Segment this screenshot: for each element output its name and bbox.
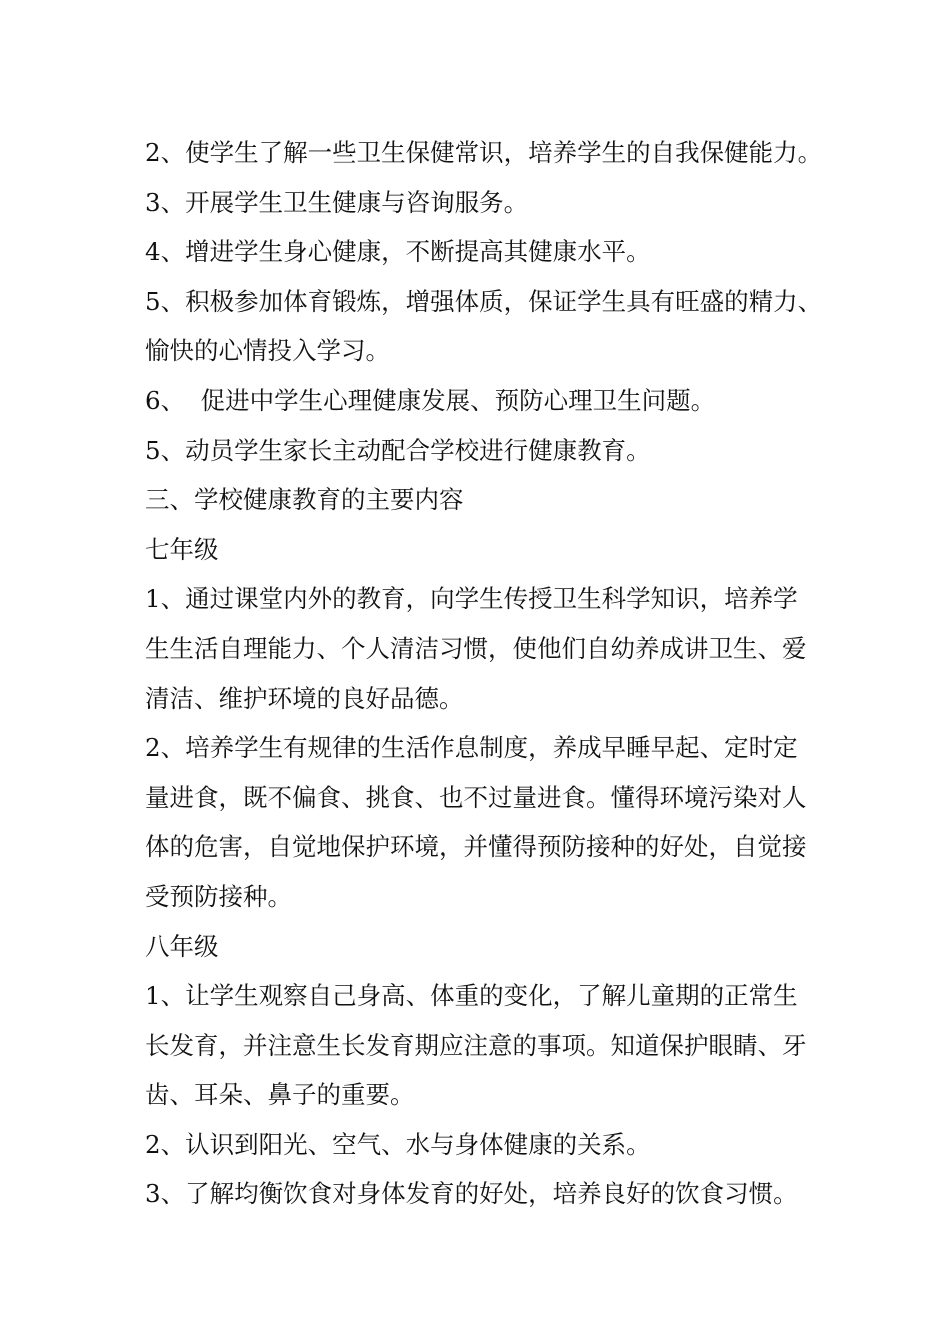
text-line-g8-item2: 2、认识到阳光、空气、水与身体健康的关系。 <box>145 1129 651 1159</box>
text-line-g7-item1-cont1: 生生活自理能力、个人清洁习惯，使他们自幼养成讲卫生、爱 <box>145 633 807 663</box>
text-line-goal-6: 6、 促进中学生心理健康发展、预防心理卫生问题。 <box>145 385 716 415</box>
text-line-goal-2: 2、使学生了解一些卫生保健常识，培养学生的自我保健能力。 <box>145 138 823 167</box>
text-line-g8-item3: 3、了解均衡饮食对身体发育的好处，培养良好的饮食习惯。 <box>145 1179 798 1209</box>
section-heading: 三、学校健康教育的主要内容 <box>145 485 464 515</box>
text-line-g7-item2: 2、培养学生有规律的生活作息制度，养成早睡早起、定时定 <box>145 733 798 763</box>
text-line-g7-item1: 1、通过课堂内外的教育，向学生传授卫生科学知识，培养学 <box>145 584 798 614</box>
text-line-goal-5: 5、积极参加体育锻炼，增强体质，保证学生具有旺盛的精力、 <box>145 286 823 316</box>
grade-heading-eight: 八年级 <box>145 931 219 961</box>
text-line-g7-item2-cont1: 量进食，既不偏食、挑食、也不过量进食。懂得环境污染对人 <box>145 782 807 812</box>
text-line-g7-item1-cont2: 清洁、维护环境的良好品德。 <box>145 683 464 713</box>
text-line-goal-4: 4、增进学生身心健康，不断提高其健康水平。 <box>145 237 651 267</box>
document-body <box>145 128 845 1219</box>
text-line-g8-item1-cont1: 长发育，并注意生长发育期应注意的事项。知道保护眼睛、牙 <box>145 1030 807 1060</box>
text-line-g8-item1-cont2: 齿、耳朵、鼻子的重要。 <box>145 1080 415 1110</box>
text-line-g7-item2-cont2: 体的危害，自觉地保护环境，并懂得预防接种的好处，自觉接 <box>145 832 807 862</box>
text-line-goal-3: 3、开展学生卫生健康与咨询服务。 <box>145 187 529 217</box>
grade-heading-seven: 七年级 <box>145 534 219 564</box>
text-line-g8-item1: 1、让学生观察自己身高、体重的变化，了解儿童期的正常生 <box>145 981 798 1011</box>
text-line-g7-item2-cont3: 受预防接种。 <box>145 881 292 911</box>
text-line-goal-5-cont: 愉快的心情投入学习。 <box>145 336 390 366</box>
text-line-goal-5b: 5、动员学生家长主动配合学校进行健康教育。 <box>145 435 651 465</box>
